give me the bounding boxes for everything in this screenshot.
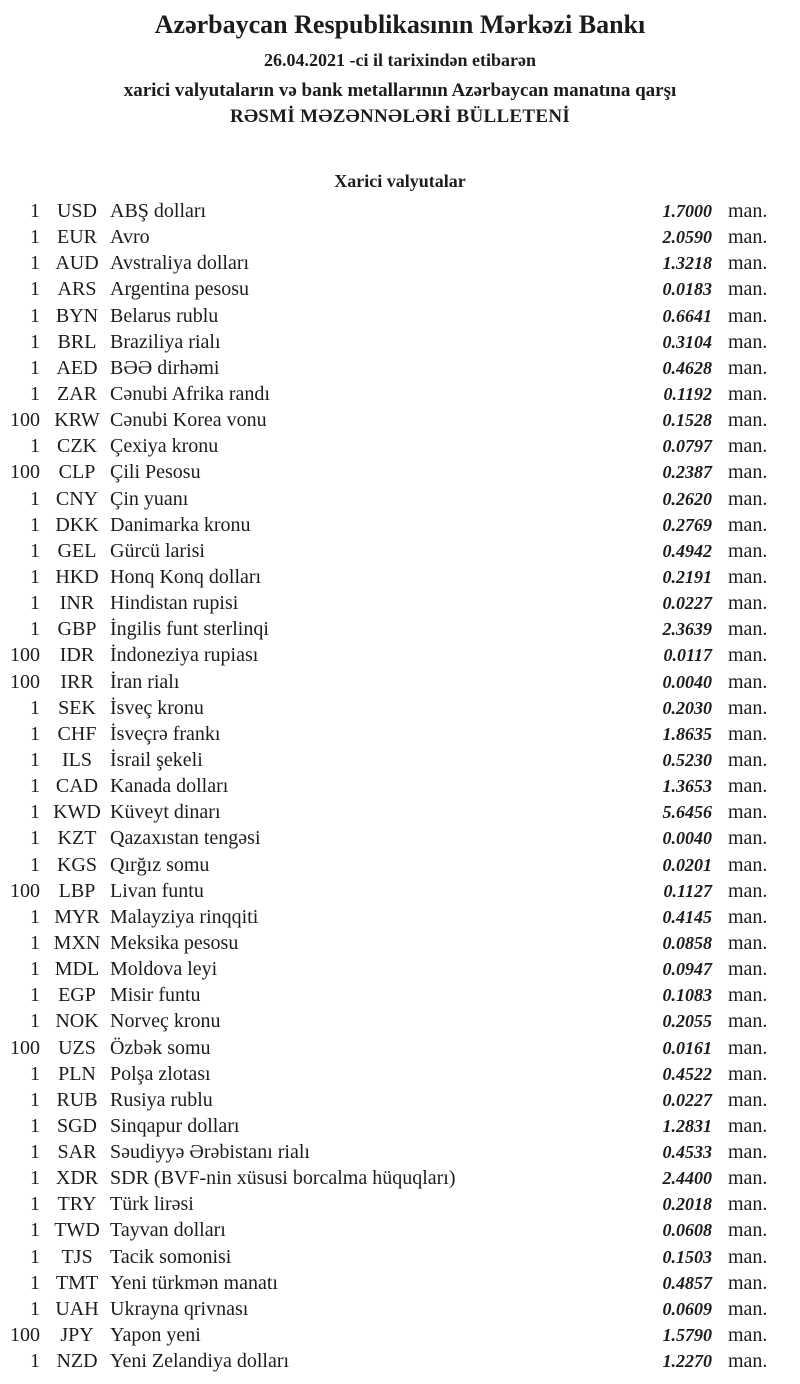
rate-value: 0.4628 [662, 357, 712, 378]
quantity: 1 [30, 356, 40, 379]
currency-code: ZAR [57, 382, 97, 405]
rate-value: 0.2620 [662, 488, 712, 509]
currency-code: CHF [57, 722, 97, 745]
unit-label: man. [728, 330, 768, 353]
unit-label: man. [728, 1114, 768, 1137]
currency-name: Çili Pesosu [110, 461, 201, 484]
rate-row [0, 1165, 800, 1191]
rate-value: 0.4145 [662, 906, 712, 927]
currency-name: Norveç kronu [110, 1010, 221, 1033]
rate-row [0, 930, 800, 956]
quantity: 1 [30, 1245, 40, 1268]
unit-label: man. [728, 618, 768, 641]
currency-name: Braziliya rialı [110, 330, 221, 353]
currency-name: Rusiya rublu [110, 1088, 213, 1111]
currency-name: Polşa zlotası [110, 1062, 211, 1085]
rate-value: 0.0161 [662, 1037, 712, 1058]
currency-name: İsveçrə frankı [110, 722, 221, 745]
currency-name: İsveç kronu [110, 696, 204, 719]
currency-code: AED [56, 356, 98, 379]
unit-label: man. [728, 435, 768, 458]
currency-code: XDR [55, 1167, 99, 1190]
currency-name: Avstraliya dolları [110, 252, 250, 275]
rate-row [0, 564, 800, 590]
unit-label: man. [728, 1297, 768, 1320]
rate-value: 0.5230 [662, 749, 712, 770]
currency-name: Sinqapur dolları [110, 1114, 240, 1137]
unit-label: man. [728, 1062, 768, 1085]
unit-label: man. [728, 356, 768, 379]
currency-name: Qırğız somu [110, 853, 210, 876]
rate-row [0, 250, 800, 276]
unit-label: man. [728, 252, 768, 275]
currency-name: Cənubi Korea vonu [110, 409, 267, 432]
currency-code: DKK [55, 513, 99, 536]
quantity: 1 [30, 618, 40, 641]
quantity: 1 [30, 539, 40, 562]
rate-row [0, 538, 800, 564]
currency-code: CAD [55, 775, 99, 798]
currency-name: Türk lirəsi [110, 1193, 194, 1216]
quantity: 1 [30, 775, 40, 798]
quantity: 1 [30, 487, 40, 510]
rate-value: 1.2270 [662, 1351, 712, 1372]
currency-name: Yeni türkmən manatı [110, 1271, 278, 1294]
quantity: 1 [30, 1350, 40, 1373]
currency-code: TRY [57, 1193, 97, 1216]
currency-code: KRW [54, 409, 100, 432]
rate-row [0, 642, 800, 668]
rate-value: 0.0608 [662, 1220, 712, 1241]
unit-label: man. [728, 592, 768, 615]
effective-date-line: 26.04.2021 -ci il tarixindən etibarən [264, 50, 536, 70]
quantity: 1 [30, 1297, 40, 1320]
quantity: 100 [10, 1324, 40, 1347]
quantity: 1 [30, 565, 40, 588]
unit-label: man. [728, 853, 768, 876]
rate-row [0, 852, 800, 878]
bulletin-header [0, 0, 800, 129]
quantity: 1 [30, 278, 40, 301]
rate-row [0, 224, 800, 250]
currency-code: USD [56, 200, 97, 222]
currency-code: AUD [55, 252, 99, 275]
unit-label: man. [728, 200, 768, 222]
currency-name: Moldova leyi [110, 958, 218, 981]
subject-line: xarici valyutaların və bank metallarının Azərbaycan manatına qarşı [123, 80, 677, 101]
rate-row [0, 198, 800, 224]
currency-name: Ukrayna qrivnası [110, 1297, 249, 1320]
quantity: 1 [30, 958, 40, 981]
rate-row [0, 799, 800, 825]
currency-code: KWD [53, 801, 101, 824]
rate-value: 0.0183 [662, 279, 712, 300]
unit-label: man. [728, 1193, 768, 1216]
quantity: 1 [30, 252, 40, 275]
rate-row [0, 1113, 800, 1139]
quantity: 100 [10, 409, 40, 432]
rate-value: 0.4942 [662, 540, 712, 561]
unit-label: man. [728, 1010, 768, 1033]
currency-code: KZT [57, 827, 97, 850]
quantity: 1 [30, 435, 40, 458]
currency-code: TJS [61, 1245, 93, 1268]
unit-label: man. [728, 931, 768, 954]
unit-label: man. [728, 565, 768, 588]
quantity: 100 [10, 461, 40, 484]
currency-code: KGS [56, 853, 97, 876]
rate-value: 2.4400 [662, 1168, 712, 1189]
quantity: 100 [10, 644, 40, 667]
currency-code: UAH [55, 1297, 99, 1320]
rate-value: 0.3104 [662, 331, 712, 352]
rate-row [0, 1087, 800, 1113]
currency-name: Livan funtu [110, 879, 204, 902]
rate-row [0, 433, 800, 459]
unit-label: man. [728, 984, 768, 1007]
currency-code: NOK [55, 1010, 99, 1033]
unit-label: man. [728, 513, 768, 536]
currency-name: Danimarka kronu [110, 513, 251, 536]
quantity: 1 [30, 748, 40, 771]
quantity: 1 [30, 801, 40, 824]
quantity: 1 [30, 931, 40, 954]
rate-value: 1.8635 [662, 723, 712, 744]
currency-code: ILS [62, 748, 92, 771]
quantity: 1 [30, 382, 40, 405]
rate-value: 0.1127 [663, 880, 712, 901]
rate-value: 1.5790 [662, 1325, 712, 1346]
rate-row [0, 616, 800, 642]
quantity: 1 [30, 1088, 40, 1111]
currency-code: LBP [58, 879, 96, 902]
rate-value: 0.6641 [662, 305, 712, 326]
currency-code: SGD [56, 1114, 97, 1137]
currency-name: Hindistan rupisi [110, 592, 239, 615]
unit-label: man. [728, 827, 768, 850]
unit-label: man. [728, 644, 768, 667]
rate-row [0, 329, 800, 355]
currency-code: GEL [57, 539, 97, 562]
quantity: 1 [30, 1193, 40, 1216]
currency-name: Küveyt dinarı [110, 801, 221, 824]
unit-label: man. [728, 1350, 768, 1373]
rate-row [0, 303, 800, 329]
quantity: 1 [30, 304, 40, 327]
quantity: 1 [30, 905, 40, 928]
currency-code: CNY [55, 487, 99, 510]
quantity: 1 [30, 513, 40, 536]
rate-row [0, 355, 800, 381]
rate-value: 1.3218 [662, 253, 712, 274]
currency-code: IDR [59, 644, 95, 667]
unit-label: man. [728, 487, 768, 510]
rate-value: 0.0227 [662, 593, 712, 614]
currency-name: Meksika pesosu [110, 931, 239, 954]
rate-value: 0.1083 [662, 985, 712, 1006]
rate-row [0, 590, 800, 616]
rate-row [0, 747, 800, 773]
rate-row [0, 1035, 800, 1061]
rate-row [0, 1296, 800, 1322]
currency-name: İndoneziya rupiası [110, 644, 259, 667]
rate-row [0, 904, 800, 930]
currency-name: Misir funtu [110, 984, 201, 1007]
quantity: 1 [30, 330, 40, 353]
currency-code: JPY [60, 1324, 94, 1347]
rate-row [0, 276, 800, 302]
quantity: 1 [30, 853, 40, 876]
rate-row [0, 1191, 800, 1217]
quantity: 1 [30, 200, 40, 222]
currency-code: BYN [55, 304, 99, 327]
rate-value: 0.0201 [662, 854, 712, 875]
currency-name: Yeni Zelandiya dolları [110, 1350, 290, 1373]
rate-row [0, 1217, 800, 1243]
currency-code: GBP [57, 618, 97, 641]
rate-value: 0.0947 [662, 959, 712, 980]
unit-label: man. [728, 748, 768, 771]
unit-label: man. [728, 722, 768, 745]
quantity: 1 [30, 984, 40, 1007]
currency-code: UZS [58, 1036, 96, 1059]
rate-value: 0.1528 [662, 410, 712, 431]
currency-name: İran rialı [110, 670, 180, 693]
rate-value: 0.4533 [662, 1142, 712, 1163]
unit-label: man. [728, 1324, 768, 1347]
rate-row [0, 773, 800, 799]
rate-value: 0.0040 [662, 671, 712, 692]
currency-name: Gürcü larisi [110, 539, 205, 562]
quantity: 1 [30, 1141, 40, 1164]
unit-label: man. [728, 461, 768, 484]
currency-name: Kanada dolları [110, 775, 229, 798]
currency-code: ARS [57, 278, 97, 301]
currency-name: İngilis funt sterlinqi [110, 618, 269, 641]
rate-row [0, 982, 800, 1008]
unit-label: man. [728, 958, 768, 981]
unit-label: man. [728, 670, 768, 693]
rate-value: 0.0797 [662, 436, 712, 457]
bulletin-title: RƏSMİ MƏZƏNNƏLƏRİ BÜLLETENİ [229, 106, 571, 127]
rate-row [0, 407, 800, 433]
unit-label: man. [728, 1141, 768, 1164]
unit-label: man. [728, 539, 768, 562]
rate-value: 0.2191 [662, 566, 712, 587]
currency-name: Cənubi Afrika randı [110, 382, 270, 405]
rate-value: 2.3639 [662, 619, 712, 640]
rate-value: 0.0227 [662, 1089, 712, 1110]
rate-row [0, 1270, 800, 1296]
rate-row [0, 878, 800, 904]
currency-code: NZD [56, 1350, 98, 1373]
currency-name: Malayziya rinqqiti [110, 905, 259, 928]
rate-row [0, 486, 800, 512]
unit-label: man. [728, 1219, 768, 1242]
bank-title: Azərbaycan Respublikasının Mərkəzi Bankı [154, 10, 646, 39]
currency-name: Avro [110, 226, 150, 249]
currency-name: Yapon yeni [110, 1324, 201, 1347]
currency-code: BRL [57, 330, 97, 353]
rate-value: 0.2387 [662, 462, 712, 483]
rate-row [0, 1061, 800, 1087]
rate-value: 0.0609 [662, 1298, 712, 1319]
exchange-rates-table [0, 198, 800, 1374]
rate-value: 0.1503 [662, 1246, 712, 1267]
unit-label: man. [728, 1036, 768, 1059]
rate-row [0, 1008, 800, 1034]
currency-name: Belarus rublu [110, 304, 219, 327]
currency-code: SEK [58, 696, 96, 719]
currency-name: Çin yuanı [110, 487, 189, 510]
quantity: 1 [30, 1010, 40, 1033]
rate-row [0, 1244, 800, 1270]
currency-name: Argentina pesosu [110, 278, 250, 301]
unit-label: man. [728, 304, 768, 327]
rate-value: 0.0858 [662, 932, 712, 953]
currency-name: Özbək somu [110, 1036, 211, 1059]
unit-label: man. [728, 1088, 768, 1111]
rate-row [0, 459, 800, 485]
currency-name: Qazaxıstan tengəsi [110, 827, 261, 850]
quantity: 1 [30, 1271, 40, 1294]
currency-code: CLP [58, 461, 96, 484]
rate-row [0, 381, 800, 407]
currency-name: İsrail şekeli [110, 748, 203, 771]
quantity: 1 [30, 722, 40, 745]
currency-name: Tayvan dolları [110, 1219, 226, 1242]
rate-value: 5.6456 [662, 802, 712, 823]
rate-value: 2.0590 [662, 227, 712, 248]
unit-label: man. [728, 905, 768, 928]
quantity: 1 [30, 1114, 40, 1137]
currency-name: Honq Konq dolları [110, 565, 262, 588]
rate-row [0, 721, 800, 747]
unit-label: man. [728, 226, 768, 249]
unit-label: man. [728, 278, 768, 301]
unit-label: man. [728, 775, 768, 798]
unit-label: man. [728, 382, 768, 405]
rate-value: 0.1192 [663, 383, 712, 404]
quantity: 100 [10, 879, 40, 902]
rate-value: 1.7000 [662, 201, 712, 221]
rate-value: 0.2769 [662, 514, 712, 535]
rate-row [0, 1139, 800, 1165]
currency-code: IRR [60, 670, 94, 693]
rate-row [0, 1322, 800, 1348]
currency-name: Səudiyyə Ərəbistanı rialı [110, 1141, 310, 1164]
currency-code: HKD [55, 565, 99, 588]
rate-value: 0.2055 [662, 1011, 712, 1032]
rate-row [0, 669, 800, 695]
unit-label: man. [728, 1245, 768, 1268]
rate-value: 1.3653 [662, 776, 712, 797]
quantity: 1 [30, 592, 40, 615]
unit-label: man. [728, 801, 768, 824]
currency-code: EUR [57, 226, 97, 249]
currency-name: ABŞ dolları [110, 200, 207, 222]
unit-label: man. [728, 696, 768, 719]
currency-name: Çexiya kronu [110, 435, 219, 458]
unit-label: man. [728, 1271, 768, 1294]
rate-value: 0.2018 [662, 1194, 712, 1215]
quantity: 1 [30, 827, 40, 850]
quantity: 1 [30, 696, 40, 719]
currency-name: SDR (BVF-nin xüsusi borcalma hüquqları) [110, 1167, 456, 1190]
rate-value: 0.0040 [662, 828, 712, 849]
rate-row [0, 695, 800, 721]
currency-code: MDL [54, 958, 100, 981]
quantity: 1 [30, 1219, 40, 1242]
currency-code: TWD [54, 1219, 100, 1242]
quantity: 100 [10, 1036, 40, 1059]
section-title-foreign-currencies: Xarici valyutalar [334, 171, 466, 191]
currency-code: MXN [53, 931, 101, 954]
rate-row [0, 825, 800, 851]
currency-code: PLN [58, 1062, 96, 1085]
unit-label: man. [728, 409, 768, 432]
unit-label: man. [728, 1167, 768, 1190]
rate-row [0, 1348, 800, 1374]
rate-value: 0.4857 [662, 1272, 712, 1293]
currency-name: BƏƏ dirhəmi [110, 356, 220, 379]
currency-name: Tacik somonisi [110, 1245, 232, 1268]
rate-row [0, 956, 800, 982]
currency-code: INR [59, 592, 95, 615]
quantity: 100 [10, 670, 40, 693]
quantity: 1 [30, 226, 40, 249]
unit-label: man. [728, 879, 768, 902]
currency-code: RUB [56, 1088, 98, 1111]
rate-row [0, 512, 800, 538]
currency-code: EGP [58, 984, 96, 1007]
quantity: 1 [30, 1167, 40, 1190]
currency-code: SAR [57, 1141, 97, 1164]
currency-code: TMT [55, 1271, 99, 1294]
rate-value: 0.4522 [662, 1063, 712, 1084]
rate-value: 0.0117 [663, 645, 712, 666]
quantity: 1 [30, 1062, 40, 1085]
rate-value: 0.2030 [662, 697, 712, 718]
currency-code: CZK [57, 435, 97, 458]
rate-value: 1.2831 [662, 1115, 712, 1136]
currency-code: MYR [54, 905, 100, 928]
